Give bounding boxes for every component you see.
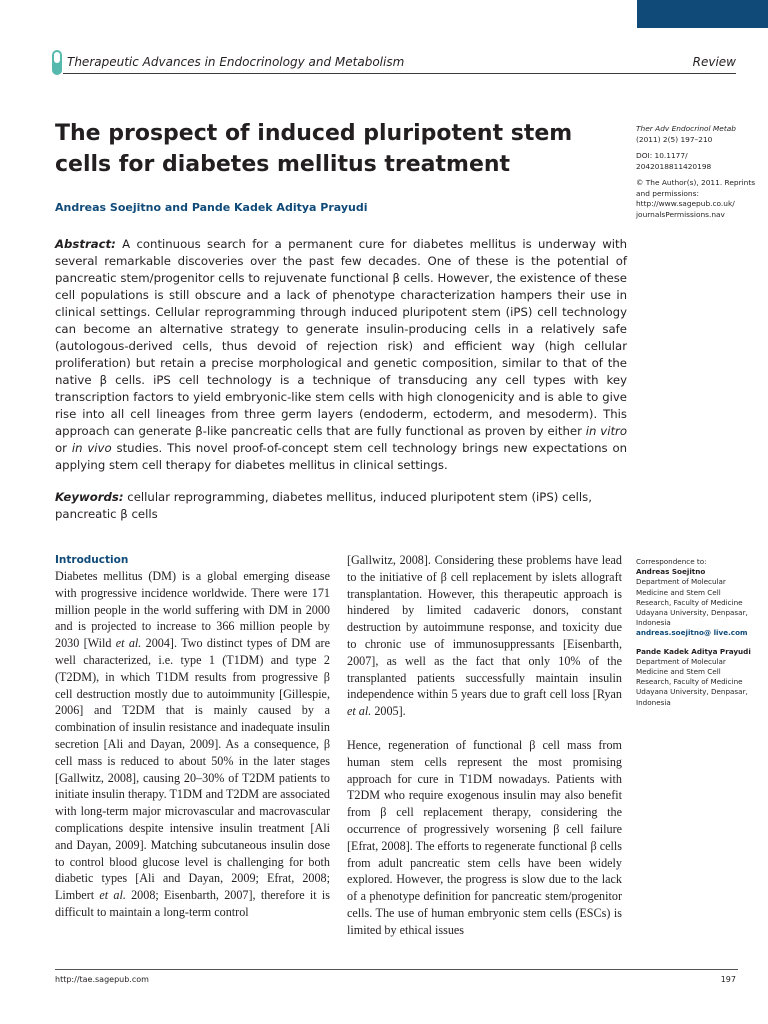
footer-url-link[interactable]: http://tae.sagepub.com [55, 975, 149, 984]
correspondence-affiliation-2: Department of Molecular Medicine and Stem Cell Research, Faculty of Medicine Udayana University, Denpasar, Indonesia [636, 656, 748, 707]
body-column-left [55, 552, 330, 921]
body-column-right [347, 552, 622, 939]
abstract-italic-in-vivo: in vivo [71, 441, 112, 455]
correspondence-block [636, 557, 758, 708]
intro-etal-2: et al. [99, 888, 126, 903]
intro-text-2: 2004]. Two distinct types of DM are well characterized, i.e. type 1 (T1DM) and type 2 (T2DM), in which T1DM results from progressive β cell destruction mostly due to autoimmunity [Gillespie, 2006] and T2DM that is mainly caused by a combination of insulin resistance and inadequate insulin secretion [Ali and Dayan, 2009]. As a consequence, β cell mass is reduced to about 50% in the later stages [Gallwitz, 2008], causing 20–30% of T2DM patients to initiate insulin therapy. T1DM and T2DM are associated with long-term major microvascular and macrovascular complications despite intensive insulin treatment [Ali and Dayan, 2009]. Matching subcutaneous insulin dose to control blood glucose level is challenging for both diabetic types [Ali and Dayan, 2009; Efrat, 2008; Limbert [55, 636, 330, 903]
correspondence-email[interactable]: andreas.soejitno@ live.com [636, 628, 748, 638]
intro-text-3: 2008; Eisenbarth, 2007], therefore it is difficult to maintain a long-term control [55, 888, 330, 919]
logo-highlight [54, 52, 60, 63]
header-divider [63, 73, 736, 74]
article-title: The prospect of induced pluripotent stem cells for diabetes mellitus treatment [55, 121, 573, 177]
body-paragraph-1 [347, 552, 622, 720]
correspondence-author-1: Andreas Soejitno [636, 567, 706, 577]
body-text-1a: [Gallwitz, 2008]. Considering these problems have lead to the initiative of β cell replacement by islets allograft transplantation. However, this therapeutic approach is hindered by limited cadaveric donors, constant destruction by autoimmune response, and toxicity due to chronic use of immunosuppressants [Eisenbarth, 2007], as well as the fact that only 10% of the transplanted patients successfully maintain insulin independence within 5 years due to graft cell loss [Ryan [347, 553, 622, 702]
correspondence-affiliation-1: Department of Molecular Medicine and Stem Cell Research, Faculty of Medicine Udayana University, Denpasar, Indonesia [636, 577, 748, 628]
body-paragraph-2: Hence, regeneration of functional β cell mass from human stem cells represent the most promising approach for cure in T1DM nowadays. Patients with T2DM who require exogenous insulin may also benefit from β cell replacement therapy, considering the occurrence of progressively worsening β cell failure [Efrat, 2008]. The efforts to regenerate functional β cells from adult pancreatic stem cells have been widely explored. However, the progress is slow due to the lack of a phenotype definition for pancreatic stem/progenitor cells. The use of human embryonic stem cells (ESCs) is limited by ethical issues [347, 737, 622, 937]
copyright-notice: © The Author(s), 2011. Reprints and permissions: http://www.sagepub.co.uk/ journalsPermissions.nav [636, 178, 756, 219]
correspondence-author-2: Pande Kadek Aditya Prayudi [636, 646, 751, 656]
abstract-connector: or [55, 441, 72, 455]
journal-name: Therapeutic Advances in Endocrinology and Metabolism [67, 55, 405, 69]
corner-color-block [637, 0, 768, 28]
abstract-text-end: studies. This novel proof-of-concept stem cell technology brings new expectations on applying stem cell therapy for diabetes mellitus in clinical settings. [55, 441, 628, 472]
page-number: 197 [720, 975, 736, 984]
journal-abbreviation: Ther Adv Endocrinol Metab [636, 124, 736, 133]
keywords: Keywords: cellular reprogramming, diabetes mellitus, induced pluripotent stem (iPS) cells, pancreatic β cells [55, 490, 592, 521]
citation: (2011) 2(5) 197–210 [636, 134, 713, 144]
journal-logo-icon [52, 50, 62, 75]
footer-divider [55, 969, 738, 970]
correspondence-label: Correspondence to: [636, 557, 707, 566]
article-authors: Andreas Soejitno and Pande Kadek Aditya Prayudi [55, 201, 368, 214]
section-heading-introduction: Introduction [55, 554, 129, 566]
abstract-label: Abstract [55, 237, 112, 251]
article-meta [636, 124, 756, 226]
keywords-text: cellular reprogramming, diabetes mellitus, induced pluripotent stem (iPS) cells, pancreatic β cells [55, 490, 592, 521]
keywords-label: Keywords [55, 490, 119, 504]
intro-text-1: Diabetes mellitus (DM) is a global emerging disease with progressive incidence worldwide. There were 171 million people in the world suffering with DM in 2000 and is projected to increase to 366 million people by 2030 [Wild [55, 569, 330, 651]
abstract: Abstract: A continuous search for a permanent cure for diabetes mellitus is underway with several remarkable discoveries over the past few decades. One of these is the potential of pancreatic stem/progenitor cells to rejuvenate functional β cells. However, the existence of these cell populations is still obscure and a lack of phenotype characterization hampers their use in clinical settings. Cellular reprogramming through induced pluripotent stem (iPS) cell technology can become an alternative strategy to generate insulin-producing cells in a relatively safe (autologous-derived cells, thus devoid of rejection risk) and efficient way (high cellular proliferation) but retain a precise morphological and genetic composition, similar to that of the native β cells. iPS cell technology is a technique of transducing any cell types with key transcription factors to yield embryonic-like stem cells with high clonogenicity and is able to give rise into all cell lineages from three germ layers (endoderm, ectoderm, and mesoderm). This approach can generate β-like pancreatic cells that are fully functional as proven by either in vitro or in vivo studies. This novel proof-of-concept stem cell technology brings new expectations on applying stem cell therapy for diabetes mellitus in clinical settings. [55, 237, 628, 472]
body-text-1b: 2005]. [371, 704, 406, 719]
body-etal: et al. [347, 704, 372, 719]
article-type-label: Review [692, 55, 736, 69]
intro-etal-1: et al. [115, 636, 142, 651]
abstract-italic-in-vitro: in vitro [585, 424, 628, 438]
intro-paragraph-1 [55, 568, 330, 921]
doi: DOI: 10.1177/ 2042018811420198 [636, 151, 712, 171]
abstract-text: A continuous search for a permanent cure for diabetes mellitus is underway with several remarkable discoveries over the past few decades. One of these is the potential of pancreatic stem/progenitor cells to rejuvenate functional β cells. However, the existence of these cell populations is still obscure and a lack of phenotype characterization hampers their use in clinical settings. Cellular reprogramming through induced pluripotent stem (iPS) cell technology can become an alternative strategy to generate insulin-producing cells in a relatively safe (autologous-derived cells, thus devoid of rejection risk) and efficient way (high cellular proliferation) but retain a precise morphological and genetic composition, similar to that of the native β cells. iPS cell technology is a technique of transducing any cell types with key transcription factors to yield embryonic-like stem cells with high clonogenicity and is able to give rise into all cell lineages from three germ layers (endoderm, ectoderm, and mesoderm). This approach can generate β-like pancreatic cells that are fully functional as proven by either [55, 237, 627, 438]
